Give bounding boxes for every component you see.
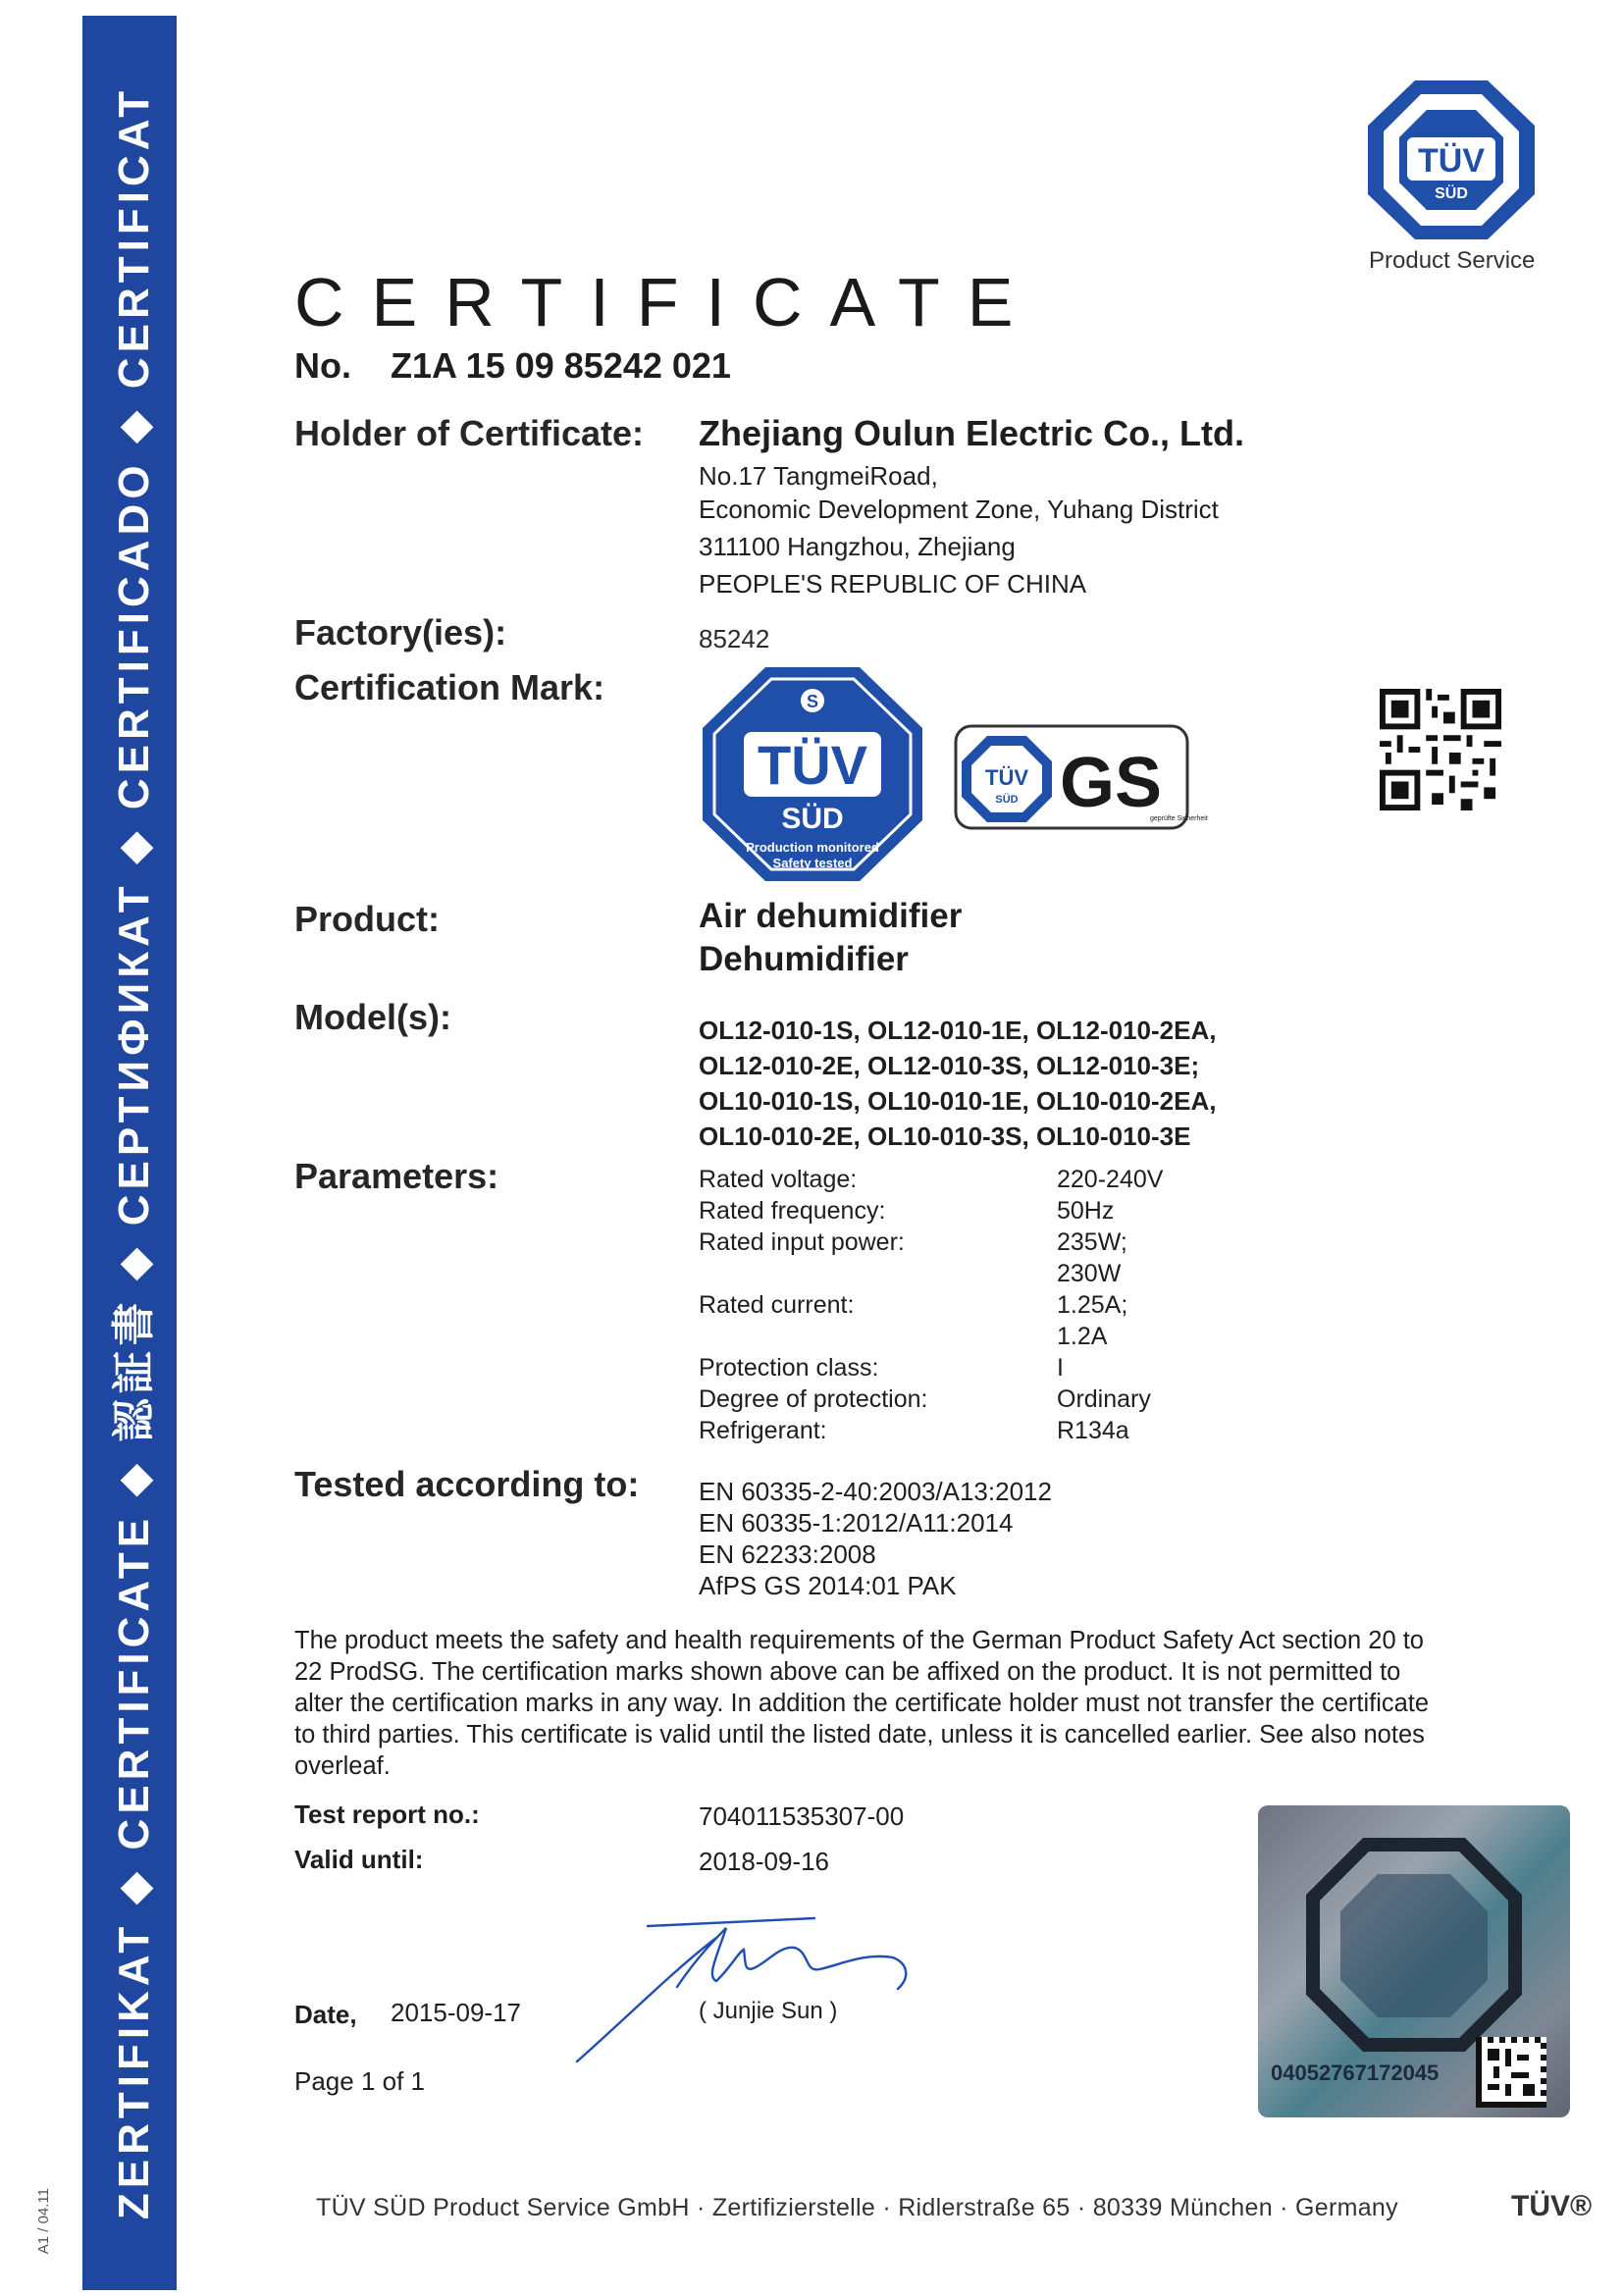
parameter-name: Rated input power: — [699, 1228, 905, 1256]
model-line: OL10-010-1S, OL10-010-1E, OL10-010-2EA, — [699, 1086, 1217, 1116]
gs-mark-sub: SÜD — [995, 794, 1019, 806]
test-report-label: Test report no.: — [294, 1800, 480, 1829]
certification-mark-label: Certification Mark: — [294, 667, 605, 707]
address-line: No.17 TangmeiRoad, — [699, 461, 938, 491]
test-report-value: 704011535307-00 — [699, 1801, 905, 1831]
date-value: 2015-09-17 — [391, 1998, 521, 2027]
parameter-value: 235W; — [1057, 1228, 1127, 1256]
tuv-sud-logo-icon — [1364, 77, 1539, 243]
parameter-name: Degree of protection: — [699, 1385, 928, 1413]
parameter-value: 50Hz — [1057, 1197, 1115, 1225]
mark-brand: TÜV — [758, 734, 867, 796]
footer-address: TÜV SÜD Product Service GmbH · Zertifizierstelle · Ridlerstraße 65 · 80339 München · Germany — [316, 2194, 1398, 2221]
mark-line-2: Safety tested — [772, 856, 853, 870]
mark-sub: SÜD — [781, 803, 844, 835]
page-number: Page 1 of 1 — [294, 2066, 425, 2096]
parameter-value: 1.25A; — [1057, 1291, 1128, 1319]
parameter-value: 1.2A — [1057, 1323, 1108, 1350]
product-names — [699, 895, 962, 981]
product-name: Dehumidifier — [699, 940, 909, 978]
signature-icon — [569, 1899, 942, 2065]
product-service-caption: Product Service — [1369, 247, 1536, 274]
standard: EN 60335-2-40:2003/A13:2012 — [699, 1477, 1052, 1506]
parameters-label: Parameters: — [294, 1156, 499, 1196]
qr-code-icon — [1380, 689, 1501, 810]
tuv-production-monitored-mark-icon — [699, 663, 926, 885]
factory-value: 85242 — [699, 624, 770, 653]
parameter-value: 230W — [1057, 1260, 1122, 1287]
valid-until-label: Valid until: — [294, 1845, 424, 1874]
mark-symbol: S — [806, 692, 819, 711]
statement-paragraph: The product meets the safety and health requirements of the German Product Safety Act section 20 to 22 ProdSG. The certification marks shown above can be affixed on the product. It is not permitted to alter the certification marks in any way. In addition the certificate holder must not transfer the certificate to third parties. This certificate is valid until the listed date, unless it is cancelled earlier. See also notes overleaf. — [294, 1627, 1430, 1780]
certificate-number-label: No. — [294, 345, 351, 386]
holder-name: Zhejiang Oulun Electric Co., Ltd. — [699, 413, 1245, 453]
model-line: OL12-010-2E, OL12-010-3S, OL12-010-3E; — [699, 1051, 1200, 1080]
logo-brand: TÜV — [1418, 142, 1485, 180]
gs-caption: geprüfte Sicherheit — [1150, 815, 1208, 822]
parameter-name: Refrigerant: — [699, 1417, 827, 1444]
form-version: A1 / 04.11 — [35, 2188, 52, 2255]
parameter-value: 220-240V — [1057, 1166, 1164, 1193]
models-list — [699, 1013, 1216, 1154]
mark-line-1: Production monitored — [746, 840, 879, 855]
certificate-number: Z1A 15 09 85242 021 — [391, 345, 731, 386]
product-label: Product: — [294, 899, 440, 939]
logo-sub: SÜD — [1435, 185, 1468, 202]
models-label: Model(s): — [294, 997, 451, 1037]
parameter-name: Protection class: — [699, 1354, 879, 1382]
parameter-value: R134a — [1057, 1417, 1129, 1444]
tuv-gs-mark-icon — [954, 724, 1208, 830]
footer-logo: TÜV® — [1511, 2190, 1593, 2222]
standard: EN 62233:2008 — [699, 1539, 876, 1569]
side-band-text: ZERTIFIKAT ◆ CERTIFICATE ◆ 認証書 ◆ СЕРТИФИКАТ ◆ CERTIFICADO ◆ CERTIFICAT — [110, 85, 158, 2220]
hologram-number: 04052767172045 — [1271, 2061, 1440, 2085]
standard: AfPS GS 2014:01 PAK — [699, 1571, 957, 1600]
model-line: OL12-010-1S, OL12-010-1E, OL12-010-2EA, — [699, 1016, 1217, 1045]
address-line: 311100 Hangzhou, Zhejiang — [699, 532, 1016, 561]
parameter-value: Ordinary — [1057, 1385, 1151, 1413]
factory-label: Factory(ies): — [294, 612, 507, 652]
model-line: OL10-010-2E, OL10-010-3S, OL10-010-3E — [699, 1122, 1191, 1151]
address-line: PEOPLE'S REPUBLIC OF CHINA — [699, 569, 1087, 599]
parameter-name: Rated current: — [699, 1291, 855, 1319]
gs-mark-brand: TÜV — [985, 765, 1028, 790]
parameter-name: Rated frequency: — [699, 1197, 886, 1225]
valid-until-value: 2018-09-16 — [699, 1847, 829, 1876]
date-label: Date, — [294, 2000, 357, 2029]
parameter-name: Rated voltage: — [699, 1166, 858, 1193]
address-line: Economic Development Zone, Yuhang District — [699, 495, 1219, 524]
tested-label: Tested according to: — [294, 1464, 640, 1504]
signer-name: ( Junjie Sun ) — [699, 1998, 838, 2024]
certificate-title: CERTIFICATE — [294, 264, 1041, 340]
holder-label: Holder of Certificate: — [294, 413, 645, 453]
parameter-value: I — [1057, 1354, 1064, 1382]
standard: EN 60335-1:2012/A11:2014 — [699, 1508, 1014, 1538]
gs-text: GS — [1059, 744, 1163, 822]
product-name: Air dehumidifier — [699, 897, 963, 935]
data-matrix-icon — [1476, 2037, 1546, 2108]
